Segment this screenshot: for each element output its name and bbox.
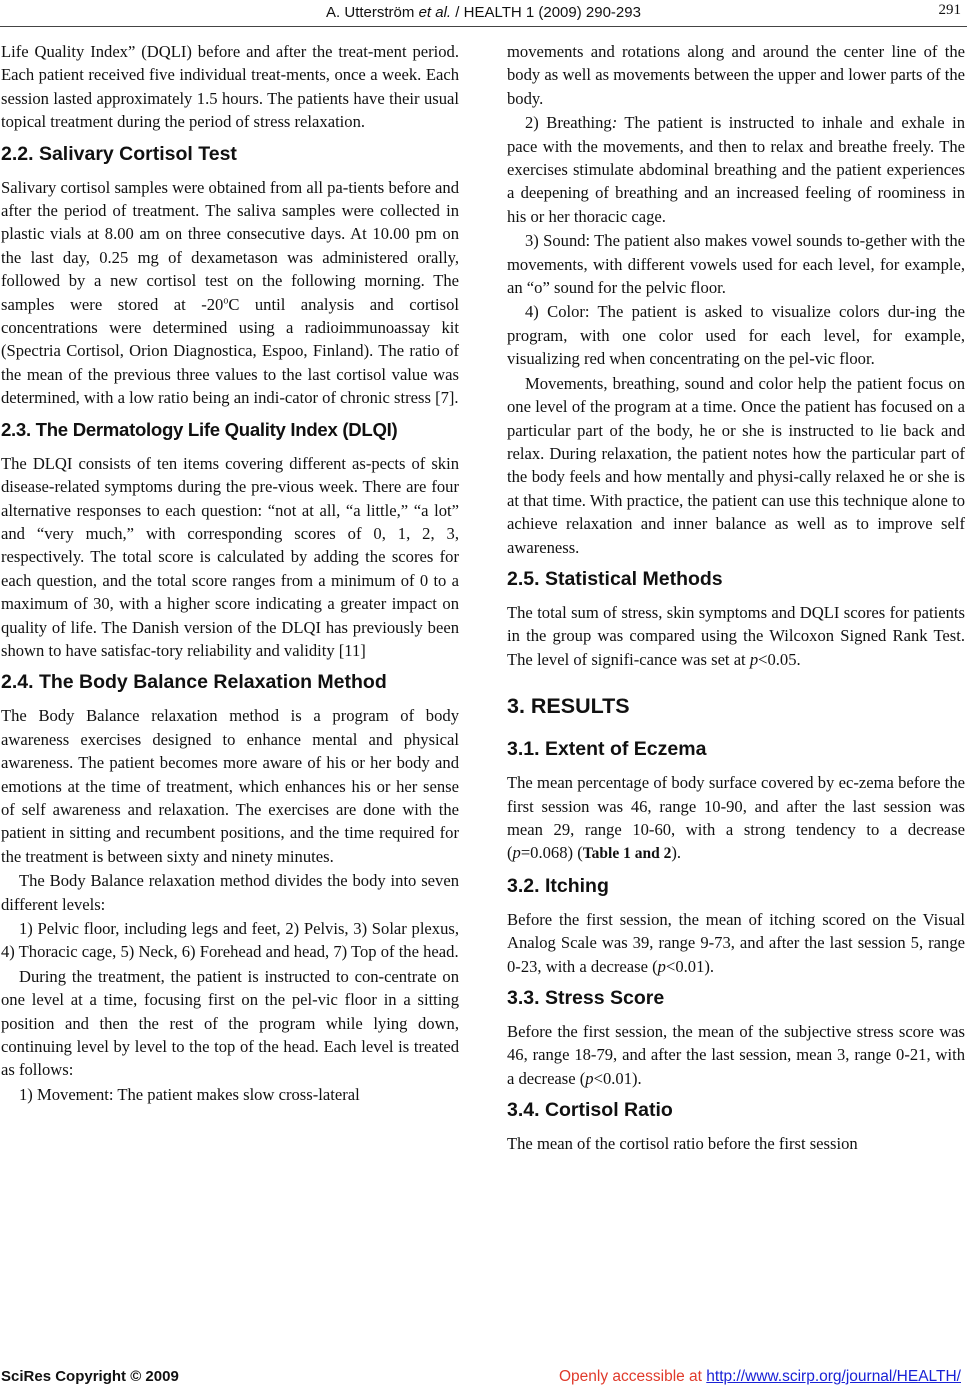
copyright-notice: SciRes Copyright © 2009 <box>1 1368 179 1385</box>
stress-text-b: <0.01). <box>593 1068 642 1088</box>
heading-cortisol-ratio: 3.4. Cortisol Ratio <box>507 1099 673 1122</box>
color-paragraph: 4) Color: The patient is asked to visualize colors dur-ing the program, with one color used for each level, for example, visualizing red when concentrating on the pel-vic floor. <box>507 302 965 369</box>
heading-body-balance: 2.4. The Body Balance Relaxation Method <box>1 671 387 694</box>
page-footer <box>0 1368 967 1389</box>
body-balance-paragraph-5: 1) Movement: The patient makes slow cross-lateral <box>19 1084 360 1104</box>
itching-paragraph <box>507 908 965 978</box>
heading-itching: 3.2. Itching <box>507 874 609 897</box>
heading-salivary-cortisol: 2.2. Salivary Cortisol Test <box>1 142 237 165</box>
itching-text-b: <0.01). <box>665 956 715 976</box>
intro-paragraph: Life Quality Index” (DQLI) before and after the treat-ment period. Each patient received five individual treat-ments, once a week. Each session lasted approximately 1.5 hours. The patients have their usual topical treatment during the period of stress relaxation. <box>1 42 459 132</box>
heading-dlqi: 2.3. The Dermatology Life Quality Index (DLQI) <box>1 418 398 440</box>
header-rule <box>0 26 967 27</box>
heading-stress-score: 3.3. Stress Score <box>507 987 665 1009</box>
eczema-table-ref: Table 1 and 2 <box>582 845 672 863</box>
movement-continued-paragraph: movements and rotations along and around the center line of the body as well as movements between the upper and lower parts of the body. <box>507 42 965 108</box>
eczema-text-c: ). <box>671 843 682 863</box>
journal-link[interactable]: http://www.scirp.org/journal/HEALTH/ <box>706 1368 961 1385</box>
breathing-paragraph <box>507 111 965 228</box>
itching-text-a: Before the first session, the mean of itching scored on the Visual Analog Scale was 39, range 9-73, and after the last session 5, range 0-23, with a decrease ( <box>507 909 965 976</box>
focus-paragraph: Movements, breathing, sound and color help the patient focus on one level of the program at a time. Once the patient has focused on a particular part of the body, he or she is instructed to lie back and relax. During relaxation, the patient notes how the particular part of the body feels and how mentally and physi-cally relaxed he or she is at that time. With practice, the patient can use this technique alone to achieve relaxation and inner balance as well as to improve self awareness. <box>507 373 965 557</box>
body-balance-paragraph-2: The Body Balance relaxation method divides the body into seven different levels: <box>1 871 459 914</box>
eczema-paragraph <box>507 771 965 866</box>
heading-results: 3. RESULTS <box>507 694 630 719</box>
body-balance-paragraph-4: During the treatment, the patient is instructed to con-centrate on one level at a time, focusing first on the pel-vic floor in a sitting position and then the rest of the program while lying down, continuing level by level to the top of the head. Each level is treated as follows: <box>1 966 459 1080</box>
heading-extent-eczema: 3.1. Extent of Eczema <box>507 738 707 761</box>
cortisol-test-paragraph <box>1 176 459 410</box>
running-title-author: A. Utterström <box>326 4 415 21</box>
running-title-et-al: et al. <box>418 4 452 21</box>
running-title <box>0 4 967 21</box>
body-balance-paragraph-1: The Body Balance relaxation method is a program of body awareness exercises designed to enhance mental and physical awareness. The patient becomes more aware of his or her body and emotions at the time of treatment, which enhances his or her sense of self awareness and relaxation. The exercises are done with the patient in sitting and recumbent positions, and the time required for the treatment is between sixty and ninety minutes. <box>1 706 459 866</box>
running-title-journal: / HEALTH 1 (2009) 290-293 <box>455 4 641 21</box>
eczema-text-b: =0.068) ( <box>520 843 583 863</box>
heading-statistical-methods: 2.5. Statistical Methods <box>507 567 723 590</box>
breathing-text: The patient is instructed to inhale and exhale in pace with the movements, and then to relax and breathe freely. The exercises stimulate abdominal breathing and the patient experiences a deepening of breathing and an increased feeling of roominess in his or her thoracic cage. <box>507 113 965 226</box>
breathing-colon: : <box>611 113 618 133</box>
cortisol-ratio-paragraph: The mean of the cortisol ratio before the first session <box>507 1134 858 1154</box>
eczema-text-a: The mean percentage of body surface covered by ec-zema before the first session was 46, range 10-90, and after the last session was mean 29, range 10-60, with a strong tendency to a decrease ( <box>507 773 965 863</box>
statistics-paragraph <box>507 601 965 671</box>
page-number: 291 <box>938 2 961 18</box>
stats-text-b: <0.05. <box>758 649 801 669</box>
dlqi-paragraph: The DLQI consists of ten items covering different as-pects of skin disease-related symptoms during the pre-vious week. There are four alternative responses to each question: “not at all, “a little,” “a lot” and “very much,” with corresponding scores of 0, 1, 2, 3, respectively. The total score is calculated by adding the scores for each question, and the total score ranges from a minimum of 0 to a maximum of 30, with a higher score indicating a greater impact on quality of life. The Danish version of the DLQI has previously been shown to have satisfac-tory reliability and validity [11] <box>1 453 459 660</box>
open-access-text: Openly accessible at <box>558 1368 707 1385</box>
eczema-p: p <box>512 843 521 863</box>
stress-p: p <box>585 1068 594 1088</box>
stress-paragraph <box>507 1020 965 1090</box>
body-balance-paragraph-3: 1) Pelvic floor, including legs and feet, 2) Pelvis, 3) Solar plexus, 4) Thoracic cage, 5) Neck, 6) Forehead and head, 7) Top of the head. <box>1 919 459 962</box>
stress-text-a: Before the first session, the mean of the subjective stress score was 46, range 18-79, and after the last session, mean 3, range 0-21, with a decrease ( <box>507 1022 965 1088</box>
degree-sign: o <box>223 295 229 307</box>
cortisol-text-a: Salivary cortisol samples were obtained from all pa-tients before and after the period of treatment. The saliva samples were collected in plastic vials at 8.00 am on three consecutive days. At 10.00 pm on the last day, 0.25 mg of dexametason was administered orally, followed by a new cortisol test on the following morning. The samples were stored at -20 <box>1 177 459 314</box>
sound-paragraph: 3) Sound: The patient also makes vowel sounds to-gether with the movements, with different vowels used for each level, for example, an “o” sound for the pelvic floor. <box>507 231 965 298</box>
breathing-label: 2) Breathing <box>525 113 612 133</box>
running-header <box>0 2 967 24</box>
right-column <box>507 40 965 1157</box>
cortisol-text-b: C until analysis and cortisol concentrations were determined using a radioimmunoassay kit (Spectria Cortisol, Orion Diagnostica, Espoo, Finland). The ratio of the mean of the previous three values to the last cortisol value was determined, with a low ratio being an indi-cator of chronic stress [7]. <box>1 294 459 408</box>
stats-text-a: The total sum of stress, skin symptoms and DQLI scores for patients in the group was compared using the Wilcoxon Signed Rank Test. The level of signifi-cance was set at <box>507 602 965 669</box>
stats-p: p <box>749 649 759 669</box>
itching-p: p <box>657 956 666 976</box>
open-access-notice <box>559 1368 961 1386</box>
left-column <box>1 40 459 1107</box>
